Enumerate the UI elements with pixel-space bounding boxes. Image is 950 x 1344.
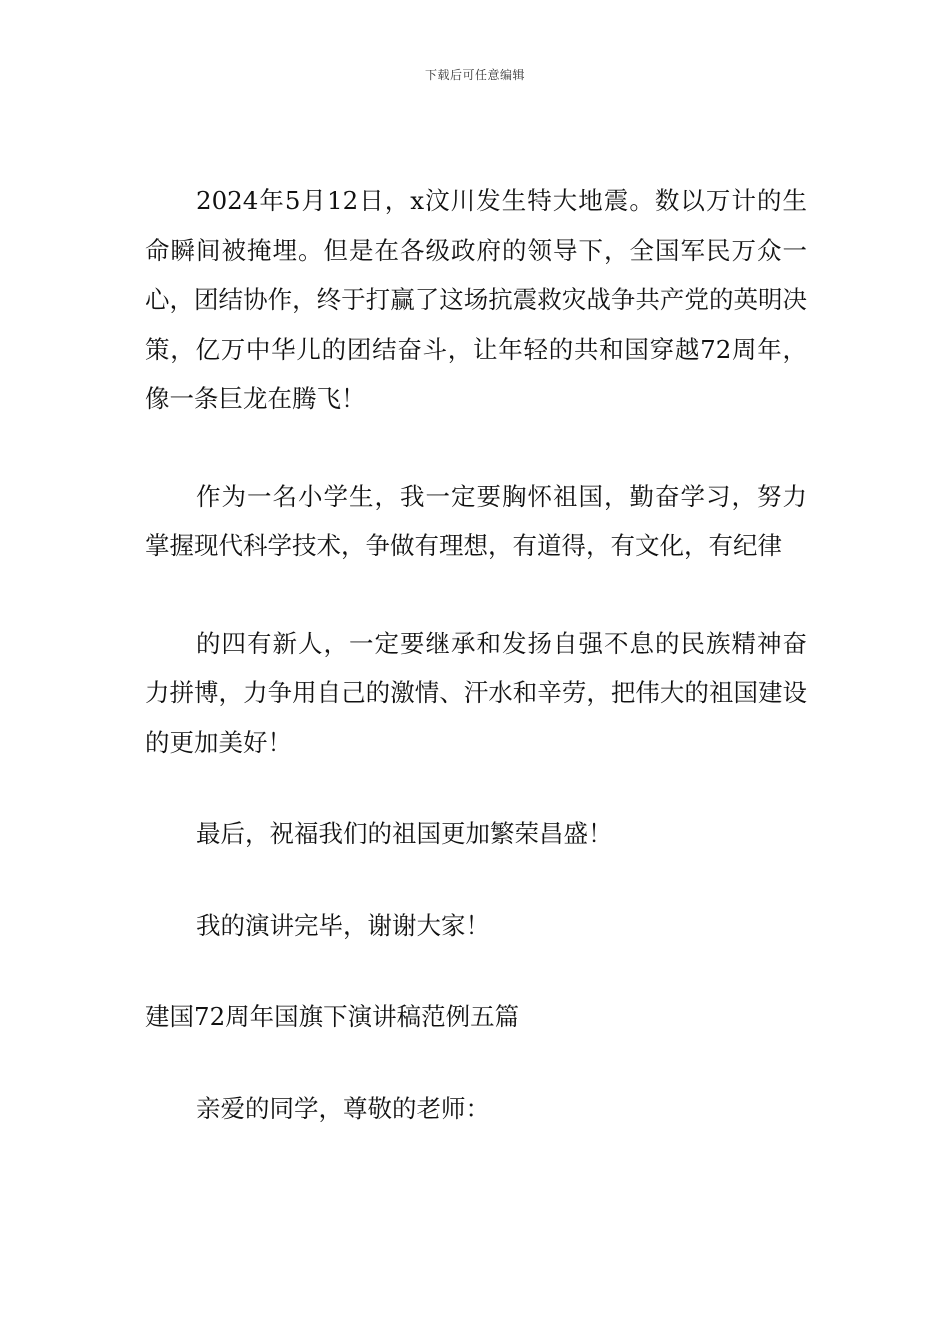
paragraph-student-pledge: 作为一名小学生，我一定要胸怀祖国，勤奋学习，努力掌握现代科学技术，争做有理想，有道得，有文化，有纪律 [145, 481, 807, 560]
section-heading: 建国72周年国旗下演讲稿范例五篇 [145, 1002, 520, 1031]
document-body [145, 176, 807, 1133]
paragraph-blessing: 最后，祝福我们的祖国更加繁荣昌盛！ [196, 819, 613, 848]
paragraph-four-have: 的四有新人，一定要继承和发扬自强不息的民族精神奋力拼博，力争用自己的激情、汗水和辛劳，把伟大的祖国建设的更加美好！ [145, 628, 807, 757]
paragraph-closing: 我的演讲完毕，谢谢大家！ [196, 910, 490, 940]
paragraph-earthquake: 2024年5月12日，x汶川发生特大地震。数以万计的生命瞬间被掩埋。但是在各级政府的领导下，全国军民万众一心，团结协作，终于打赢了这场抗震救灾战争共产党的英明决策，亿万中华儿的团结奋斗，让年轻的共和国穿越72周年，像一条巨龙在腾飞！ [145, 186, 807, 413]
paragraph-salutation: 亲爱的同学，尊敬的老师： [196, 1093, 490, 1123]
page-header-note: 下载后可任意编辑 [424, 68, 525, 82]
